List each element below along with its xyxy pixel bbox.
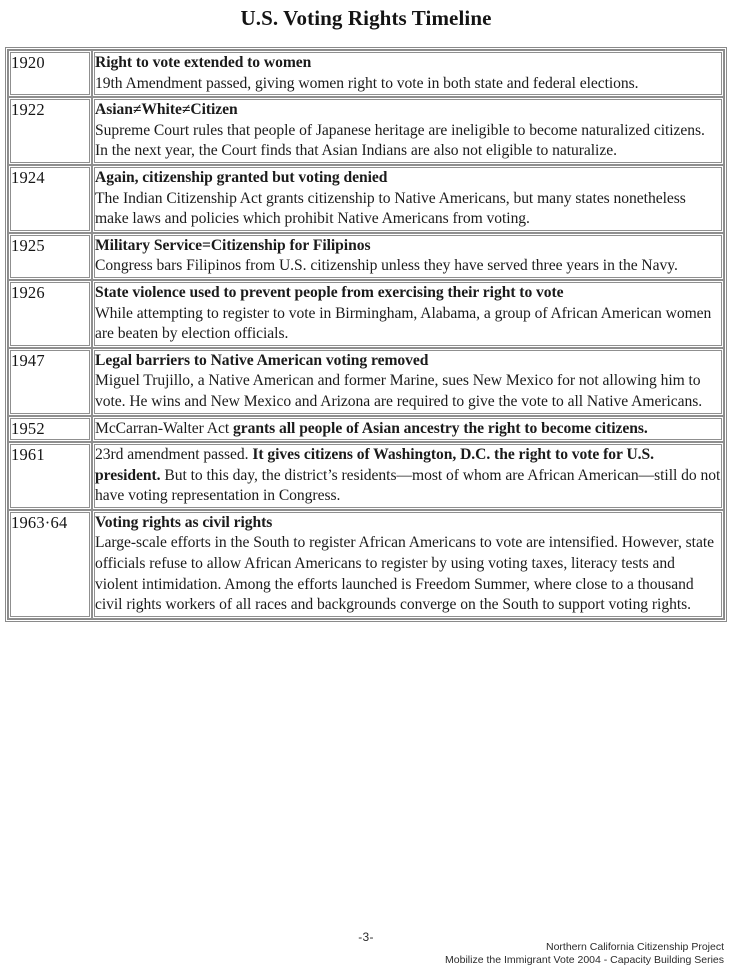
year-cell: 1952	[8, 416, 92, 443]
event-cell	[92, 50, 724, 97]
table-row	[8, 233, 724, 280]
event-heading: Military Service=Citizenship for Filipinos	[95, 236, 371, 254]
event-heading: Asian≠White≠Citizen	[95, 101, 238, 119]
timeline-table-body	[8, 50, 724, 619]
event-cell	[92, 348, 724, 416]
event-body: Congress bars Filipinos from U.S. citizenship unless they have served three years in the Navy.	[95, 257, 678, 275]
event-cell	[92, 510, 724, 619]
event-cell	[92, 280, 724, 348]
event-heading: Again, citizenship granted but voting denied	[95, 168, 388, 186]
table-row	[8, 510, 724, 619]
event-cell	[92, 416, 724, 443]
event-heading: State violence used to prevent people from exercising their right to vote	[95, 283, 564, 301]
table-row	[8, 165, 724, 233]
year-cell: 1926	[8, 280, 92, 348]
event-body: The Indian Citizenship Act grants citizenship to Native Americans, but many states nonetheless make laws and policies which prohibit Native Americans from voting.	[95, 189, 686, 228]
event-body: Miguel Trujillo, a Native American and former Marine, sues New Mexico for not allowing him to vote. He wins and New Mexico and Arizona are required to give the vote to all Native Americans.	[95, 372, 703, 410]
page-title: U.S. Voting Rights Timeline	[240, 6, 492, 30]
event-body: While attempting to register to vote in Birmingham, Alabama, a group of African American women are beaten by election officials.	[95, 304, 712, 343]
year-cell: 1961	[8, 442, 92, 510]
footer-credit-line-1: Northern California Citizenship Project	[546, 941, 724, 953]
table-row	[8, 280, 724, 348]
table-row	[8, 442, 724, 510]
year-cell: 1963·64	[8, 510, 92, 619]
footer-credit-line-2: Mobilize the Immigrant Vote 2004 - Capacity Building Series	[445, 954, 724, 966]
table-row	[8, 50, 724, 97]
event-mixed-text: McCarran-Walter Act grants all people of Asian ancestry the right to become citizens.	[95, 419, 648, 437]
event-heading: Right to vote extended to women	[95, 54, 312, 71]
event-body: Large-scale efforts in the South to register African Americans to vote are intensified. However, state officials refuse to allow African Americans to register by using voting taxes, literacy tests and violent intimidation. Among the efforts launched is Freedom Summer, where close to a thousand civil rights workers of all races and backgrounds converge on the South to support voting rights.	[95, 534, 714, 614]
event-heading: Legal barriers to Native American voting removed	[95, 351, 429, 369]
year-cell: 1920	[8, 50, 92, 97]
event-heading: Voting rights as civil rights	[95, 513, 273, 531]
timeline-table	[5, 47, 727, 622]
event-body: 19th Amendment passed, giving women right to vote in both state and federal elections.	[95, 74, 639, 92]
event-cell	[92, 165, 724, 233]
year-cell: 1925	[8, 233, 92, 280]
page-number: -3-	[358, 930, 374, 944]
footer-credit	[445, 941, 724, 967]
event-mixed-text: 23rd amendment passed. It gives citizens of Washington, D.C. the right to vote for U.S. president. But to this day, the district’s residents—most of whom are African American—still do not have voting representation in Congress.	[95, 446, 721, 505]
year-cell: 1922	[8, 97, 92, 165]
event-body: Supreme Court rules that people of Japanese heritage are ineligible to become naturalized citizens. In the next year, the Court finds that Asian Indians are also not eligible to naturalize.	[95, 121, 705, 160]
event-cell	[92, 233, 724, 280]
table-row	[8, 416, 724, 443]
year-cell: 1947	[8, 348, 92, 416]
year-cell: 1924	[8, 165, 92, 233]
table-row	[8, 348, 724, 416]
timeline-table-container	[5, 47, 727, 622]
event-cell	[92, 97, 724, 165]
table-row	[8, 97, 724, 165]
event-cell	[92, 442, 724, 510]
